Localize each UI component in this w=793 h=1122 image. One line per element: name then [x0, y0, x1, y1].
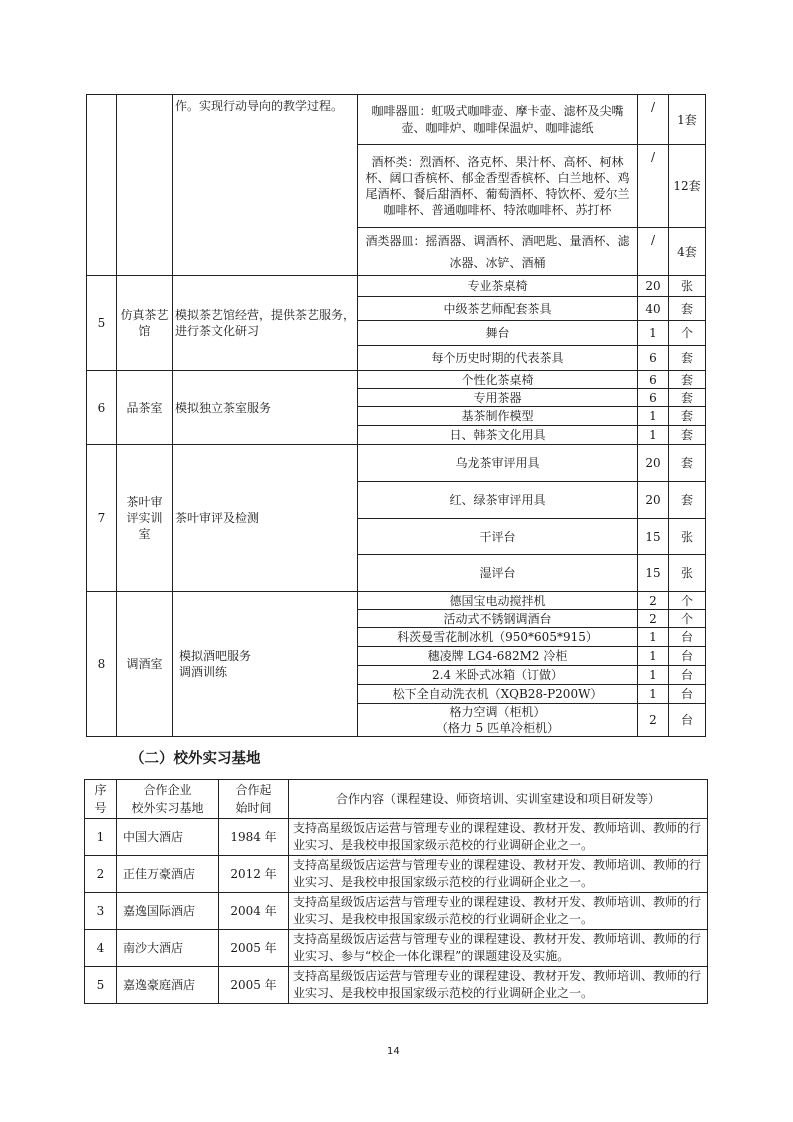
row-number-cell: 8 — [87, 592, 117, 737]
header-line: 合作起 — [235, 783, 272, 797]
row-number-cell: 5 — [87, 276, 117, 371]
equipment-qty: 1 — [638, 685, 669, 704]
cooperation-content: 支持高星级饭店运营与管理专业的课程建设、教材开发、教师培训、教师的行业实习、是我校申报国家级示范校的行业调研企业之一。 — [289, 856, 708, 893]
equipment-name: 松下全自动洗衣机（XQB28-P200W） — [358, 685, 638, 704]
equipment-name: 乌龙茶审评用具 — [358, 445, 638, 482]
equipment-name-line: （格力 5 匹单冷柜机） — [435, 721, 560, 735]
equipment-name: 酒类器皿：摇酒器、调酒杯、酒吧匙、量酒杯、滤冰器、冰铲、酒桶 — [358, 228, 638, 276]
equipment-qty: / — [638, 145, 669, 228]
equipment-unit: 套 — [669, 407, 706, 426]
function-line: 调酒训练 — [179, 665, 228, 679]
equipment-qty: 2 — [638, 592, 669, 610]
equipment-name: 红、绿茶审评用具 — [358, 482, 638, 519]
equipment-name: 干评台 — [358, 519, 638, 555]
equipment-qty: 40 — [638, 297, 669, 321]
equipment-unit: 个 — [669, 321, 706, 346]
room-name-cell: 茶叶审评实训室 — [117, 445, 173, 592]
equipment-unit: 套 — [669, 426, 706, 445]
equipment-unit: 张 — [669, 276, 706, 297]
table-row — [87, 95, 706, 145]
equipment-qty: 20 — [638, 482, 669, 519]
header-line: 合作企业 — [143, 783, 192, 797]
equipment-qty: 1 — [638, 321, 669, 346]
function-cell — [173, 592, 358, 737]
equipment-qty: 15 — [638, 555, 669, 592]
header-content: 合作内容（课程建设、师资培训、实训室建设和项目研发等） — [289, 780, 708, 819]
equipment-qty: 1 — [638, 407, 669, 426]
equipment-unit: 套 — [669, 389, 706, 407]
header-line: 序 — [94, 783, 107, 797]
equipment-name: 2.4 米卧式冰箱（订做） — [358, 666, 638, 685]
table-row — [85, 856, 708, 893]
equipment-unit: 套 — [669, 297, 706, 321]
start-year: 2004 年 — [219, 893, 289, 930]
company-name: 正佳万豪酒店 — [117, 856, 219, 893]
equipment-unit: 1套 — [669, 95, 706, 145]
equipment-name — [358, 704, 638, 737]
equipment-qty: 2 — [638, 704, 669, 737]
room-name-cell: 仿真茶艺馆 — [117, 276, 173, 371]
training-room-equipment-table — [86, 94, 706, 737]
row-number: 1 — [85, 819, 117, 856]
equipment-qty: / — [638, 228, 669, 276]
equipment-unit: 套 — [669, 371, 706, 389]
equipment-qty: 1 — [638, 647, 669, 666]
header-line: 始时间 — [235, 801, 272, 815]
function-cell: 模拟独立茶室服务 — [173, 371, 358, 445]
function-cell: 模拟茶艺馆经营，提供茶艺服务，进行茶文化研习 — [173, 276, 358, 371]
cooperation-content: 支持高星级饭店运营与管理专业的课程建设、教材开发、教师培训、教师的行业实习、是我校申报国家级示范校的行业调研企业之一。 — [289, 893, 708, 930]
row-number-cell: 7 — [87, 445, 117, 592]
equipment-qty: 1 — [638, 666, 669, 685]
cooperation-content: 支持高星级饭店运营与管理专业的课程建设、教材开发、教师培训、教师的行业实习、是我校申报国家级示范校的行业调研企业之一。 — [289, 819, 708, 856]
equipment-name: 中级茶艺师配套茶具 — [358, 297, 638, 321]
header-no — [85, 780, 117, 819]
equipment-name: 酒杯类：烈酒杯、洛克杯、果汁杯、高杯、柯林杯、阔口香槟杯、郁金香型香槟杯、白兰地杯、鸡尾酒杯、餐后甜酒杯、葡萄酒杯、特饮杯、爱尔兰咖啡杯、普通咖啡杯、特浓咖啡杯、苏打杯 — [358, 145, 638, 228]
equipment-unit: 套 — [669, 482, 706, 519]
equipment-qty: 20 — [638, 445, 669, 482]
function-line: 模拟酒吧服务 — [179, 649, 252, 663]
table-row — [87, 592, 706, 610]
equipment-unit: 台 — [669, 666, 706, 685]
equipment-unit: 台 — [669, 685, 706, 704]
header-start-time — [219, 780, 289, 819]
equipment-name: 穗凌牌 LG4-682M2 冷柜 — [358, 647, 638, 666]
room-name-cell — [117, 95, 173, 276]
equipment-unit: 套 — [669, 346, 706, 371]
table-row — [87, 445, 706, 482]
row-number: 3 — [85, 893, 117, 930]
equipment-qty: 6 — [638, 389, 669, 407]
header-company — [117, 780, 219, 819]
start-year: 2012 年 — [219, 856, 289, 893]
equipment-unit: 个 — [669, 610, 706, 628]
table-row — [85, 819, 708, 856]
equipment-name: 咖啡器皿：虹吸式咖啡壶、摩卡壶、滤杯及尖嘴壶、咖啡炉、咖啡保温炉、咖啡滤纸 — [358, 95, 638, 145]
function-cell: 作。实现行动导向的教学过程。 — [173, 95, 358, 276]
equipment-qty: 1 — [638, 426, 669, 445]
equipment-name: 专用茶器 — [358, 389, 638, 407]
equipment-unit: 张 — [669, 555, 706, 592]
row-number-cell — [87, 95, 117, 276]
company-name: 中国大酒店 — [117, 819, 219, 856]
equipment-unit: 个 — [669, 592, 706, 610]
table-row — [87, 371, 706, 389]
equipment-unit: 台 — [669, 628, 706, 647]
equipment-name: 日、韩茶文化用具 — [358, 426, 638, 445]
equipment-unit: 套 — [669, 445, 706, 482]
equipment-name: 活动式不锈钢调酒台 — [358, 610, 638, 628]
equipment-unit: 4套 — [669, 228, 706, 276]
equipment-qty: 6 — [638, 371, 669, 389]
equipment-qty: 2 — [638, 610, 669, 628]
function-cell: 茶叶审评及检测 — [173, 445, 358, 592]
table-row — [85, 930, 708, 967]
equipment-name-line: 格力空调（柜机） — [449, 705, 546, 719]
header-line: 号 — [94, 801, 107, 815]
equipment-qty: 1 — [638, 628, 669, 647]
company-name: 南沙大酒店 — [117, 930, 219, 967]
cooperation-content: 支持高星级饭店运营与管理专业的课程建设、教材开发、教师培训、教师的行业实习、参与“校企一体化课程”的课题建设及实施。 — [289, 930, 708, 967]
equipment-name: 每个历史时期的代表茶具 — [358, 346, 638, 371]
equipment-unit: 台 — [669, 647, 706, 666]
cooperation-content: 支持高星级饭店运营与管理专业的课程建设、教材开发、教师培训、教师的行业实习、是我校申报国家级示范校的行业调研企业之一。 — [289, 967, 708, 1004]
equipment-name: 个性化茶桌椅 — [358, 371, 638, 389]
equipment-name: 德国宝电动搅拌机 — [358, 592, 638, 610]
equipment-qty: 20 — [638, 276, 669, 297]
start-year: 1984 年 — [219, 819, 289, 856]
equipment-qty: 15 — [638, 519, 669, 555]
equipment-qty: 6 — [638, 346, 669, 371]
external-practice-base-table — [84, 779, 708, 1004]
room-name-cell: 调酒室 — [117, 592, 173, 737]
company-name: 嘉逸豪庭酒店 — [117, 967, 219, 1004]
row-number: 4 — [85, 930, 117, 967]
equipment-name: 基茶制作模型 — [358, 407, 638, 426]
equipment-name: 舞台 — [358, 321, 638, 346]
table-header-row — [85, 780, 708, 819]
equipment-name: 湿评台 — [358, 555, 638, 592]
page-number: 14 — [387, 1046, 400, 1057]
table-row — [87, 276, 706, 297]
company-name: 嘉逸国际酒店 — [117, 893, 219, 930]
table-row — [85, 967, 708, 1004]
equipment-name: 专业茶桌椅 — [358, 276, 638, 297]
row-number: 2 — [85, 856, 117, 893]
room-name-cell: 品茶室 — [117, 371, 173, 445]
start-year: 2005 年 — [219, 967, 289, 1004]
row-number: 5 — [85, 967, 117, 1004]
section-heading: （二）校外实习基地 — [130, 751, 261, 767]
table-row — [85, 893, 708, 930]
header-line: 校外实习基地 — [131, 801, 204, 815]
equipment-unit: 张 — [669, 519, 706, 555]
equipment-name: 科茨曼雪花制冰机（950*605*915） — [358, 628, 638, 647]
equipment-qty: / — [638, 95, 669, 145]
equipment-unit: 12套 — [669, 145, 706, 228]
row-number-cell: 6 — [87, 371, 117, 445]
start-year: 2005 年 — [219, 930, 289, 967]
equipment-unit: 台 — [669, 704, 706, 737]
